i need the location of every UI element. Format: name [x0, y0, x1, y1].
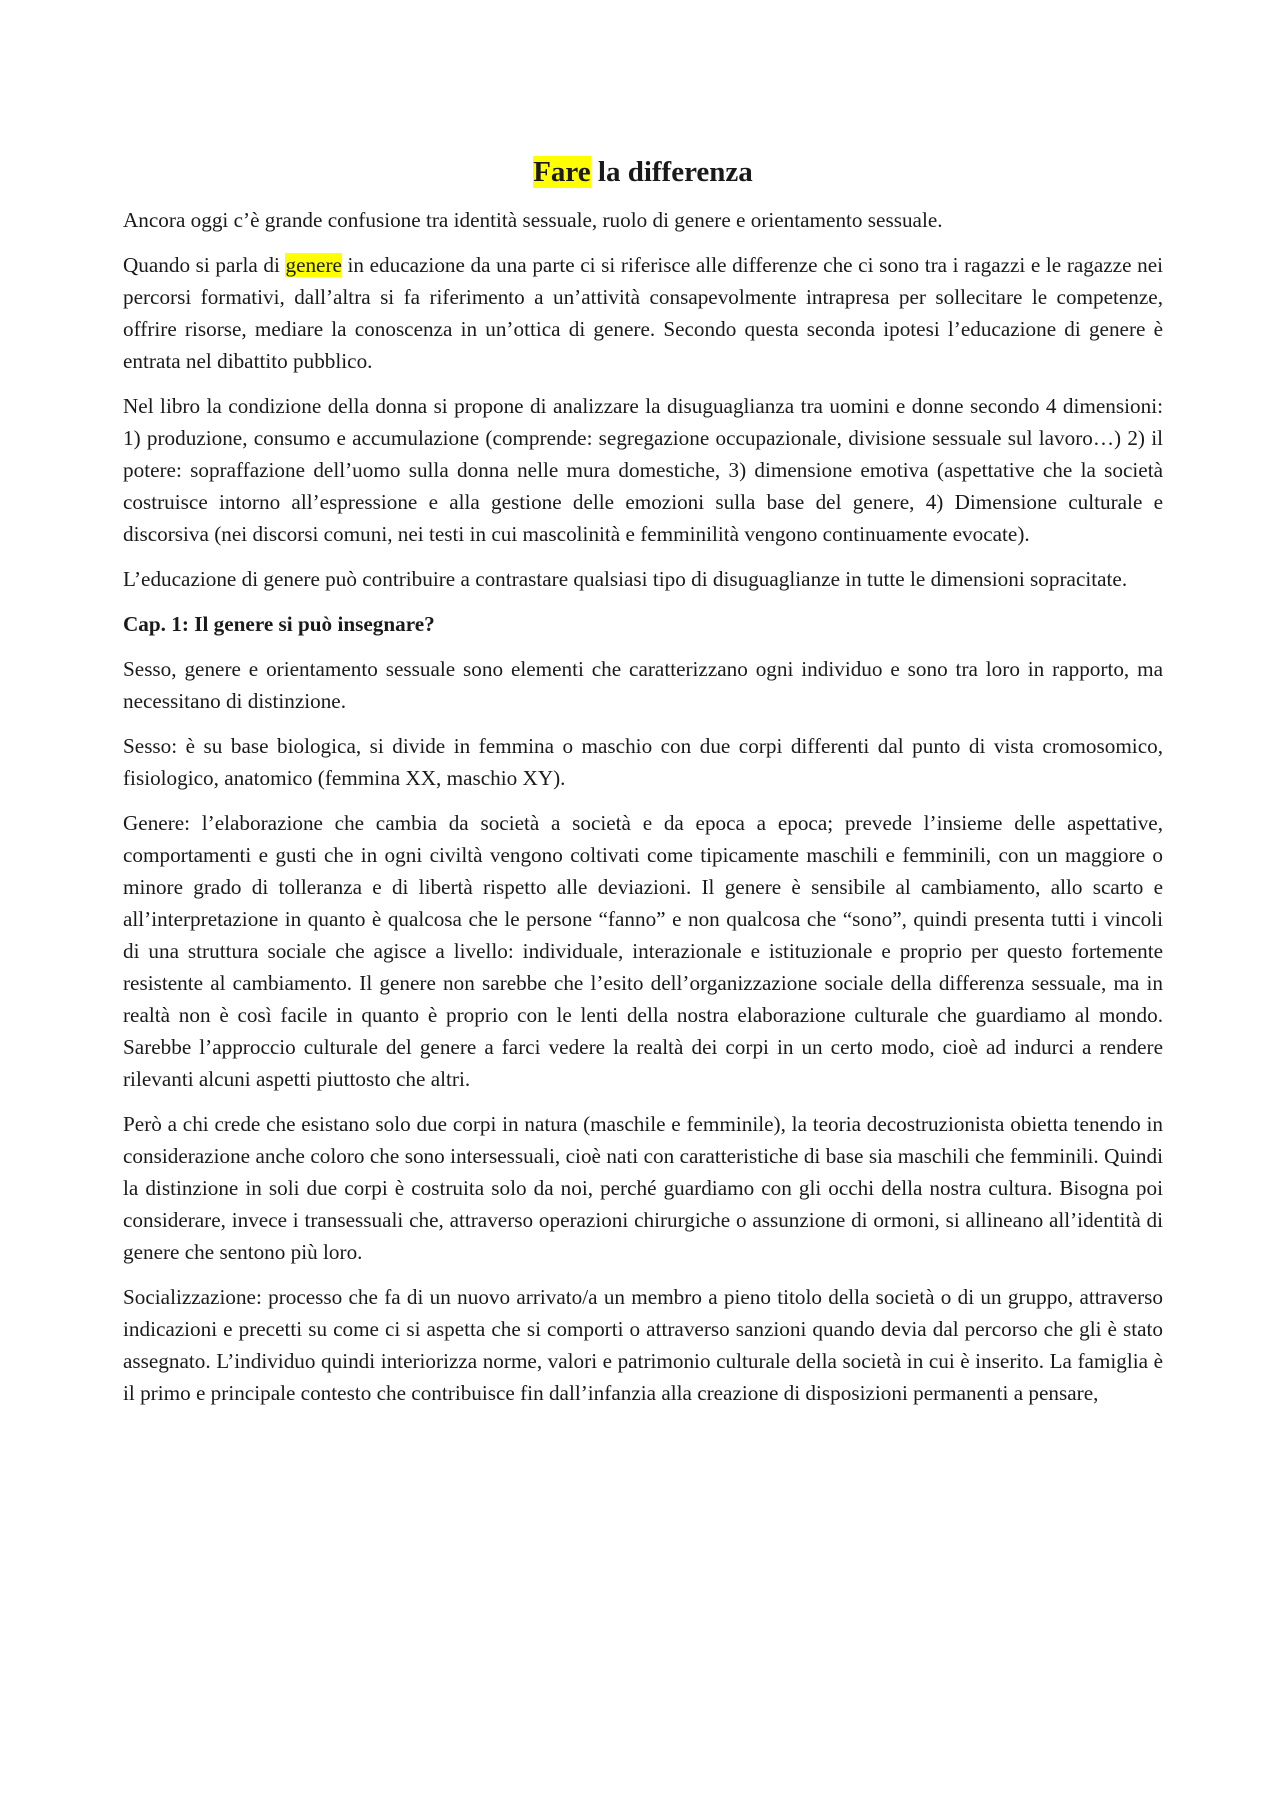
paragraph-dimensions: Nel libro la condizione della donna si propone di analizzare la disuguaglianza tra uomini e donne secondo 4 dimensioni: 1) produzione, consumo e accumulazione (comprende: segregazione occupazionale, divisione sessuale sul lavoro…) 2) il potere: sopraffazione dell’uomo sulla donna nelle mura domestiche, 3) dimensione emotiva (aspettative che la società costruisce intorno all’espressione e alla gestione delle emozioni sulla base del genere, 4) Dimensione culturale e discorsiva (nei discorsi comuni, nei testi in cui mascolinità e femminilità vengono continuamente evocate).: [123, 394, 1163, 546]
paragraph-decostruzionista: Però a chi crede che esistano solo due corpi in natura (maschile e femminile), la teoria decostruzionista obietta tenendo in considerazione anche coloro che sono intersessuali, cioè nati con caratteristiche di base sia maschili che femminili. Quindi la distinzione in soli due corpi è costruita solo da noi, perché guardiamo con gli occhi della nostra cultura. Bisogna poi considerare, invece i transessuali che, attraverso operazioni chirurgiche o assunzione di ormoni, si allineano all’identità di genere che sentono più loro.: [123, 1112, 1163, 1264]
document-page: [123, 152, 1163, 1422]
chapter-heading: Cap. 1: Il genere si può insegnare?: [123, 612, 435, 636]
paragraph-intro: Ancora oggi c’è grande confusione tra identità sessuale, ruolo di genere e orientamento sessuale.: [123, 208, 943, 232]
paragraph-genere-education: [123, 249, 1163, 377]
paragraph-sesso: Sesso: è su base biologica, si divide in femmina o maschio con due corpi differenti dal punto di vista cromosomico, fisiologico, anatomico (femmina XX, maschio XY).: [123, 734, 1163, 790]
paragraph-sex-gender-orientation: Sesso, genere e orientamento sessuale sono elementi che caratterizzano ogni individuo e sono tra loro in rapporto, ma necessitano di distinzione.: [123, 657, 1163, 713]
paragraph-gender-education: L’educazione di genere può contribuire a contrastare qualsiasi tipo di disuguaglianze in tutte le dimensioni sopracitate.: [123, 567, 1128, 591]
highlighted-word-genere: genere: [285, 253, 342, 277]
paragraph-genere: Genere: l’elaborazione che cambia da società a società e da epoca a epoca; prevede l’insieme delle aspettative, comportamenti e gusti che in ogni civiltà vengono coltivati come tipicamente maschili e femminili, con un maggiore o minore grado di tolleranza e di libertà rispetto alle deviazioni. Il genere è sensibile al cambiamento, allo scarto e all’interpretazione in quanto è qualcosa che le persone “fanno” e non qualcosa che “sono”, quindi presenta tutti i vincoli di una struttura sociale che agisce a livello: individuale, interazionale e istituzionale e proprio per questo fortemente resistente al cambiamento. Il genere non sarebbe che l’esito dell’organizzazione sociale della differenza sessuale, ma in realtà non è così facile in quanto è proprio con le lenti della nostra elaborazione culturale che guardiamo al mondo. Sarebbe l’approccio culturale del genere a farci vedere la realtà dei corpi in un certo modo, cioè ad indurci a rendere rilevanti alcuni aspetti piuttosto che altri.: [123, 811, 1163, 1091]
paragraph-text-after: in educazione da una parte ci si riferisce alle differenze che ci sono tra i ragazzi e le ragazze nei percorsi formativi, dall’altra si fa riferimento a un’attività consapevolmente intrapresa per sollecitare le competenze, offrire risorse, mediare la conoscenza in un’ottica di genere. Secondo questa seconda ipotesi l’educazione di genere è entrata nel dibattito pubblico.: [123, 253, 1163, 373]
title-rest: la differenza: [590, 156, 753, 188]
document-title: [123, 152, 1163, 192]
paragraph-text-before: Quando si parla di: [123, 253, 286, 277]
paragraph-socializzazione: Socializzazione: processo che fa di un nuovo arrivato/a un membro a pieno titolo della società o di un gruppo, attraverso indicazioni e precetti su come ci si aspetta che si comporti o attraverso sanzioni quando devia dal percorso che gli è stato assegnato. L’individuo quindi interiorizza norme, valori e patrimonio culturale della società in cui è inserito. La famiglia è il primo e principale contesto che contribuisce fin dall’infanzia alla creazione di disposizioni permanenti a pensare,: [123, 1285, 1163, 1405]
title-highlighted-word: Fare: [533, 156, 591, 188]
